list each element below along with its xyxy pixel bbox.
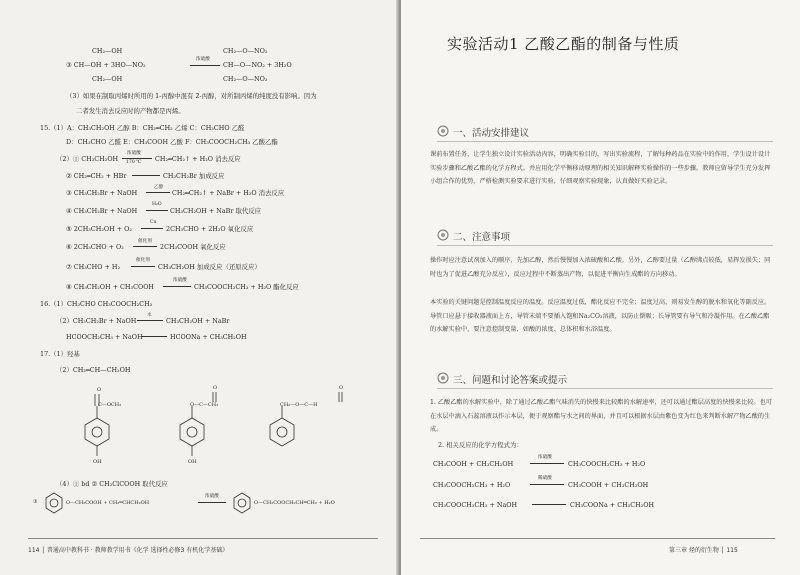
eq-line: CH₂—OH [92, 75, 123, 83]
eq-line: CH₂═CH₂↑ + H₂O 消去反应 [155, 155, 241, 163]
text-line: 二者发生消去反应时的产物都是丙烯。 [76, 107, 185, 115]
eq-line: CH₃CH₂OH + NaBr [166, 317, 230, 325]
arrow-condition: 稀硫酸 [538, 476, 552, 481]
arrow-condition: 催化剂 [138, 239, 152, 244]
text-line: 16.（1）CH₃CHO CH₃COOCH₂CH₃ [40, 300, 153, 308]
eq-line: ⑦ CH₃CHO + H₂ [66, 263, 121, 271]
text-line: （4）① bd ② CH₂ClCOOH 取代反应 [56, 480, 168, 488]
eq-line: O—CH₂COOCH₂CH═CH₂ + H₂O [254, 500, 335, 506]
atom-label: O [97, 387, 102, 393]
text-line: （2）CH₂═CH—CH₂OH [56, 366, 131, 374]
eq-line: CH₃COOCH₂CH₃ + H₂O 酯化反应 [194, 283, 299, 291]
section-heading: 二、注意事项 [453, 232, 511, 243]
eq-line: CH₃COOCH₂CH₃ + NaOH [433, 501, 518, 509]
eq-line: （2）① CH₃CH₂OH [56, 155, 119, 163]
reaction-arrow [163, 286, 191, 287]
footer-rule [28, 538, 378, 539]
text-line: 15.（1）A：CH₃CH₂OH 乙醇 B：CH₂═CH₂ 乙烯 C：CH₃CHO 乙醛 [40, 124, 245, 132]
eq-line: CH₃CH₂Br 加成反应 [163, 172, 225, 180]
reaction-arrow [146, 192, 170, 193]
eq-line: O—CH₂COOH + CH₂═CHCH₂OH [66, 500, 150, 506]
text-line: （3）如果在制取丙烯时所用的 1-丙醇中混有 2-丙醇，对所制丙烯的纯度没有影响。因为 [66, 92, 317, 100]
section-heading: 三、问题和讨论答案或提示 [453, 375, 568, 386]
section-heading: 一、活动安排建议 [453, 128, 530, 139]
arrow-condition: H₂O [152, 202, 162, 207]
reaction-arrow [141, 228, 163, 229]
section-rule [437, 245, 773, 246]
group-label: OH [93, 459, 102, 465]
arrow-condition: 浓硫酸 [127, 151, 141, 156]
arrow-condition: 浓硫酸 [205, 494, 219, 499]
eq-line: CH—O—NO₂ + 3H₂O [223, 61, 292, 69]
atom-label: O [213, 385, 218, 391]
eq-line: CH₂—O—NO₂ [223, 47, 268, 55]
text-line: 2. 相关反应的化学方程式为： [438, 441, 523, 449]
page-title: 实验活动1 乙酸乙酯的制备与性质 [447, 35, 680, 53]
eq-line: ③ CH₃CH₂Br + NaOH [66, 189, 138, 197]
eq-line: HCOOCH₂CH₃ + NaOH [66, 333, 143, 341]
paragraph: 1. 乙酸乙酯的水解实验中，除了通过乙酸乙酯气味消失的快慢来比较酯的水解速率，还可以通过酯层高度的快慢来比较。也可在水层中滴入石蕊溶液以作示本层，便于观察酯与水之间的界面，并且可以根据水层由紫色变为红色来判断水解产物乙酸的生成。 [430, 399, 772, 433]
eq-line: CH₂—OH [92, 47, 123, 55]
group-label: O—C—CH₃ [190, 402, 219, 408]
eq-line: 2CH₃COOH 氧化反应 [160, 243, 226, 251]
eq-line: ④ CH₃CH₂Br + NaOH [66, 207, 138, 215]
page-footer: 第三章 烃的衍生物 │ 115 [669, 547, 738, 554]
reaction-arrow [133, 246, 157, 247]
eq-line: CH₃COOH + CH₃CH₂OH [433, 460, 514, 468]
arrow-condition: 浓硫酸 [196, 57, 210, 62]
section-bullet-icon [437, 372, 449, 384]
reaction-arrow [532, 504, 566, 505]
reaction-arrow [190, 65, 220, 66]
reaction-arrow [132, 175, 160, 176]
eq-line: CH₃COONa + CH₃CH₂OH [570, 501, 655, 509]
eq-line: CH₃COOCH₂CH₃ + H₂O [568, 460, 646, 468]
eq-line: ⑥ 2CH₃CHO + O₂ [66, 243, 124, 251]
reaction-arrow [530, 463, 564, 464]
text-line: D：CH₃CHO 乙醛 E：CH₃COOH 乙酸 F：CH₃COOCH₂CH₃ 乙酸乙酯 [66, 138, 278, 146]
arrow-condition: 乙醇 [154, 185, 164, 190]
arrow-condition: 催化剂 [136, 258, 150, 263]
eq-line: CH₃COOH + CH₃CH₂OH [568, 481, 649, 489]
arrow-condition: 水 [147, 313, 152, 318]
group-label: C—OCH₃ [98, 402, 122, 408]
text-line: 17.（1）羟基 [40, 350, 80, 358]
reaction-arrow [137, 320, 163, 321]
reaction-arrow [146, 210, 168, 211]
eq-line: CH₂═CH₂↑ + NaBr + H₂O 消去反应 [172, 189, 285, 197]
reaction-arrow [122, 158, 152, 159]
page-footer: 114 │ 普通高中教科书 · 教师教学用书《化学 选择性必修3 有机化学基础》 [28, 547, 229, 554]
eq-line: 2CH₃CHO + 2H₂O 氧化反应 [166, 225, 254, 233]
arrow-condition: Cu [150, 220, 157, 225]
eq-line: CH₃COOCH₂CH₃ + H₂O [433, 481, 511, 489]
eq-line: CH₃CH₂OH 加成反应（还原反应） [158, 263, 261, 271]
paragraph: 课前布置任务，让学生独立设计实验活动内容，明确实验目的，写出实验流程，了解每种药品在实验中的作用，学生设计设计实验步骤和乙酸乙酯的化学方程式。并应用化学平衡移动原理的相关知识解释实验操作的一些步骤。教师应留导学生充分发挥小组合作的优势，严格检测实验要求进行实验，仔细观察实验现象，认真做好实验记录。 [430, 151, 771, 185]
arrow-condition: 浓硫酸 [538, 455, 552, 460]
item-marker: ③ [33, 499, 38, 505]
atom-label: O [339, 385, 344, 391]
benzene-ring [228, 490, 256, 518]
paragraph: 操作时应注意试剂加入的顺序，先加乙醇，然后慢慢加入浓硫酸和乙酸。另外，乙醇要过量（乙醇沸点较低，易挥发损失；同时也为了促进乙酸充分反应），反应过程中不断蒸出产物，以促进平衡向生成酯的方向移动。 [430, 257, 771, 278]
group-label: CH₂—O—C—H [280, 402, 318, 408]
reaction-arrow [131, 266, 155, 267]
eq-line: ⑧ CH₃CH₂OH + CH₃COOH [66, 283, 155, 291]
eq-line: ③ CH—OH + 3HO—NO₂ [66, 61, 146, 69]
arrow-condition: 170 ℃ [126, 160, 142, 165]
eq-line: ② CH₂═CH₂ + HBr [66, 172, 127, 180]
eq-line: CH₃CH₂OH + NaBr 取代反应 [170, 207, 262, 215]
paragraph: 本实验的关键问题是控制温度反应的温度。反应温度过低，酯化反应不完全；温度过高，则易发生醇的脱水和氧化等副反应。导管口应悬于接收器液面上方，导管末端不要插入饱和Na₂CO₃溶液，以防止倒吸；长导管要有导气和冷凝作用。在乙酸乙酯的水解实验中，要注意控制变量，如酸的浓度、总体积和水浴温度。 [430, 299, 771, 333]
section-bullet-icon [437, 229, 449, 241]
structural-formulas [55, 380, 365, 480]
section-bullet-icon [437, 125, 449, 137]
reaction-arrow [141, 336, 167, 337]
reaction-arrow [198, 502, 226, 503]
eq-line: ⑤ 2CH₃CH₂OH + O₂ [66, 225, 132, 233]
benzene-ring [40, 490, 68, 518]
arrow-condition: 浓硫酸 [173, 278, 187, 283]
section-rule [437, 388, 773, 389]
section-rule [437, 141, 773, 142]
eq-line: CH₂—O—NO₂ [223, 75, 268, 83]
eq-line: （2）CH₃CH₂Br + NaOH [56, 317, 137, 325]
group-label: OH [188, 459, 197, 465]
footer-rule [420, 538, 775, 539]
left-page [0, 0, 399, 575]
reaction-arrow [530, 484, 564, 485]
eq-line: HCOONa + CH₃CH₂OH [170, 333, 247, 341]
